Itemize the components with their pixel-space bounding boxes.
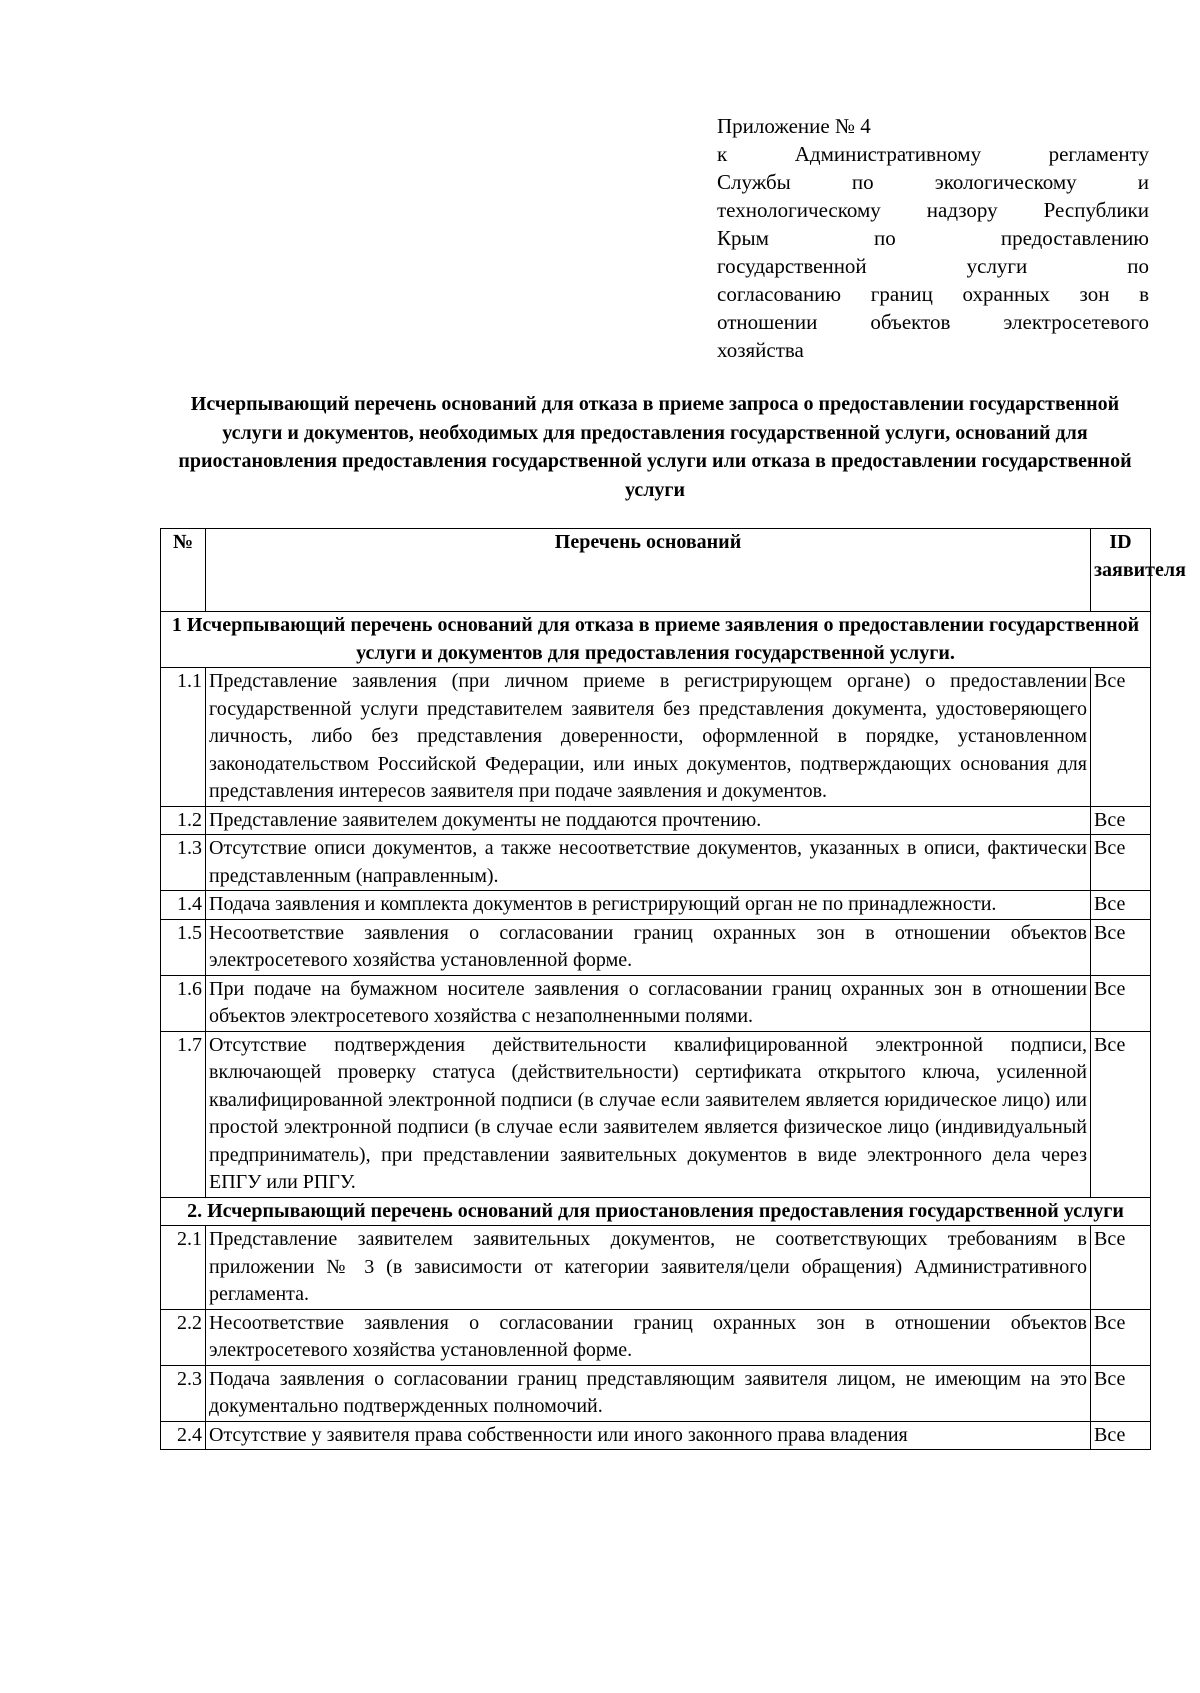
row-text: Отсутствие описи документов, а также несоответствие документов, указанных в описи, фактически представленным (направленным).: [206, 835, 1091, 891]
row-applicant-id: Все: [1091, 1309, 1151, 1365]
row-applicant-id: Все: [1091, 668, 1151, 807]
row-applicant-id: Все: [1091, 1365, 1151, 1421]
table-row: [161, 891, 1151, 920]
table-row: [161, 835, 1151, 891]
table-row: [161, 668, 1151, 807]
grounds-table: [160, 528, 1186, 1450]
row-number: 1.6: [161, 975, 206, 1031]
row-number: 1.4: [161, 891, 206, 920]
table-row: [161, 806, 1151, 835]
row-text: Представление заявления (при личном приеме в регистрирующем органе) о предоставлении государственной услуги представителем заявителя без представления документа, удостоверяющего личность, либо без представления доверенности, оформленной в порядке, установленном законодательством Российской Федерации, или иных документов, подтверждающих основания для представления интересов заявителя при подаче заявления и документов.: [206, 668, 1091, 807]
table-header-row: [161, 529, 1151, 612]
annex-line: отношении объектов электросетевого: [717, 310, 1149, 334]
row-text: Несоответствие заявления о согласовании границ охранных зон в отношении объектов электросетевого хозяйства установленной форме.: [206, 1309, 1091, 1365]
row-number: 1.3: [161, 835, 206, 891]
annex-line: технологическому надзору Республики: [717, 198, 1149, 222]
row-applicant-id: Все: [1091, 1226, 1151, 1310]
table-row: [161, 1226, 1151, 1310]
annex-line: хозяйства: [717, 338, 804, 362]
row-applicant-id: Все: [1091, 891, 1151, 920]
table-row: [161, 1031, 1151, 1197]
row-number: 1.7: [161, 1031, 206, 1197]
table-row: [161, 1421, 1151, 1450]
row-applicant-id: Все: [1091, 806, 1151, 835]
annex-line: Приложение № 4: [717, 114, 871, 138]
annex-line: Крым по предоставлению: [717, 226, 1149, 250]
row-number: 1.2: [161, 806, 206, 835]
table-row: [161, 1309, 1151, 1365]
section-2-title: 2. Исчерпывающий перечень оснований для приостановления предоставления государственной услуги: [161, 1197, 1151, 1226]
row-text: Подача заявления о согласовании границ представляющим заявителя лицом, не имеющим на это документально подтвержденных полномочий.: [206, 1365, 1091, 1421]
table-row: [161, 1365, 1151, 1421]
annex-line: Службы по экологическому и: [717, 170, 1149, 194]
row-number: 2.2: [161, 1309, 206, 1365]
document-title: Исчерпывающий перечень оснований для отказа в приеме запроса о предоставлении государственной услуги и документов, необходимых для предоставления государственной услуги, оснований для приостановления предоставления государственной услуги или отказа в предоставлении государственной услуги: [178, 393, 1132, 501]
header-number: №: [161, 529, 206, 612]
row-applicant-id: Все: [1091, 919, 1151, 975]
annex-line: согласованию границ охранных зон в: [717, 282, 1149, 306]
header-grounds: Перечень оснований: [206, 529, 1091, 612]
table-row: [161, 919, 1151, 975]
row-applicant-id: Все: [1091, 1421, 1151, 1450]
row-number: 2.3: [161, 1365, 206, 1421]
row-applicant-id: Все: [1091, 835, 1151, 891]
row-number: 2.4: [161, 1421, 206, 1450]
row-text: Подача заявления и комплекта документов в регистрирующий орган не по принадлежности.: [206, 891, 1091, 920]
annex-line: государственной услуги по: [717, 254, 1149, 278]
section-row: [161, 612, 1151, 668]
row-number: 2.1: [161, 1226, 206, 1310]
section-row: [161, 1197, 1151, 1226]
row-text: Отсутствие у заявителя права собственности или иного законного права владения: [206, 1421, 1091, 1450]
table-row: [161, 975, 1151, 1031]
row-text: Несоответствие заявления о согласовании границ охранных зон в отношении объектов электросетевого хозяйства установленной форме.: [206, 919, 1091, 975]
row-applicant-id: Все: [1091, 975, 1151, 1031]
header-applicant-id: ID заявителя: [1091, 529, 1151, 612]
section-1-title: 1 Исчерпывающий перечень оснований для отказа в приеме заявления о предоставлении государственной услуги и документов для предоставления государственной услуги.: [161, 612, 1151, 668]
row-number: 1.5: [161, 919, 206, 975]
row-text: Отсутствие подтверждения действительности квалифицированной электронной подписи, включающей проверку статуса (действительности) сертификата открытого ключа, усиленной квалифицированной электронной подписи (в случае если заявителем является юридическое лицо) или простой электронной подписи (в случае если заявителем является физическое лицо (индивидуальный предприниматель), при представлении заявительных документов в виде электронного дела через ЕПГУ или РПГУ.: [206, 1031, 1091, 1197]
row-text: Представление заявителем документы не поддаются прочтению.: [206, 806, 1091, 835]
annex-note: [717, 112, 1149, 364]
annex-line: к Административному регламенту: [717, 142, 1149, 166]
row-number: 1.1: [161, 668, 206, 807]
row-text: При подаче на бумажном носителе заявления о согласовании границ охранных зон в отношении объектов электросетевого хозяйства с незаполненными полями.: [206, 975, 1091, 1031]
row-applicant-id: Все: [1091, 1031, 1151, 1197]
row-text: Представление заявителем заявительных документов, не соответствующих требованиям в приложении № 3 (в зависимости от категории заявителя/цели обращения) Административного регламента.: [206, 1226, 1091, 1310]
